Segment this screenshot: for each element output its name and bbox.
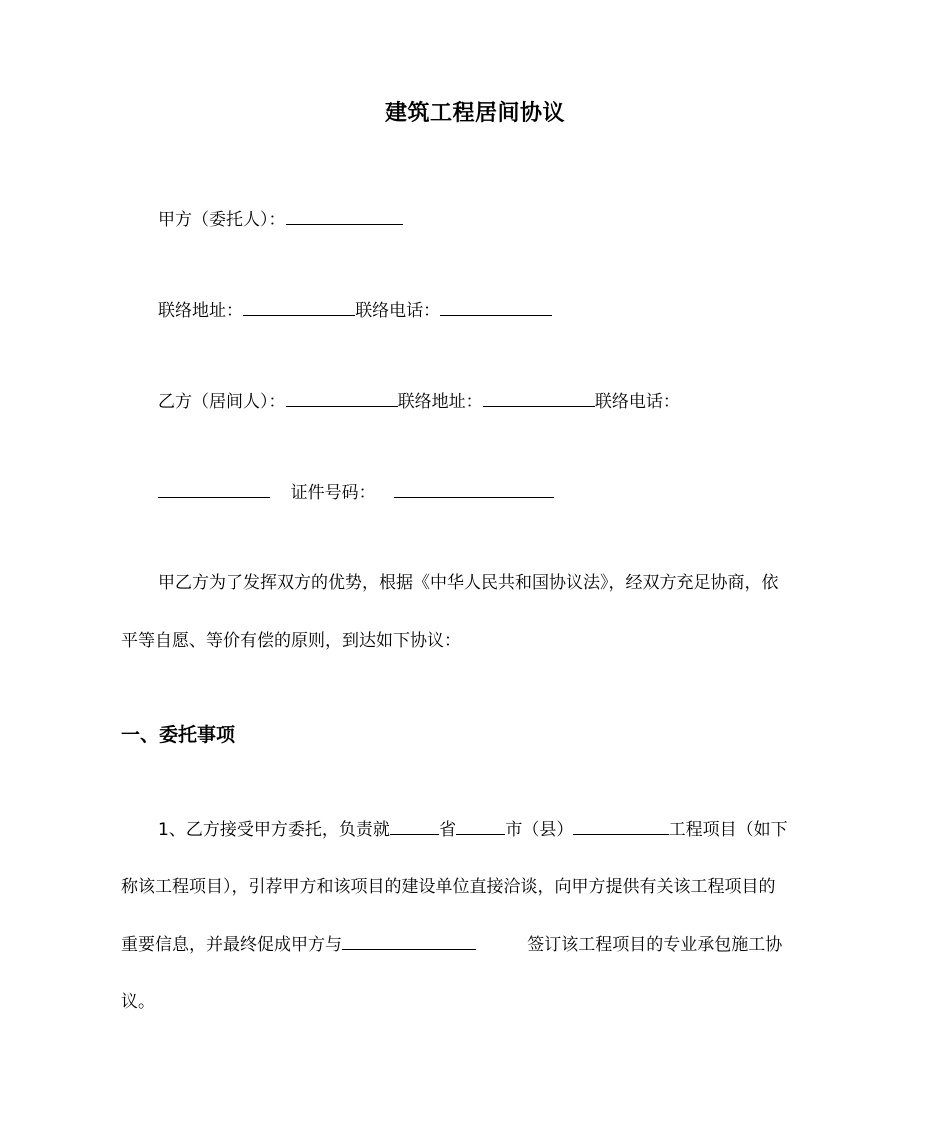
section-1-heading: 一、委托事项 [121,724,236,746]
party-b-id-line [158,480,554,505]
party-b-label: 乙方（居间人）： [158,392,286,412]
party-b-address-label: 联络地址： [397,392,483,412]
party-b-address-blank [483,389,595,407]
party-b-phone-label: 联络电话： [594,392,680,412]
clause-1-part-a: 1、乙方接受甲方委托，负责就 [158,820,390,840]
contact-address-label: 联络地址： [158,301,243,321]
clause-1-line-3 [121,932,782,957]
document-title: 建筑工程居间协议 [384,101,565,126]
clause-1-line-3-b: 签订该工程项目的专业承包施工协 [527,935,783,955]
party-a-blank [286,207,403,225]
clause-1-line-2: 称该工程项目），引荐甲方和该项目的建设单位直接洽谈，向甲方提供有关该工程项目的 [121,877,776,897]
party-a-label: 甲方（委托人）： [158,210,286,230]
intro-line-2: 平等自愿、等价有偿的原则，到达如下协议： [121,631,461,651]
contact-phone-blank [440,298,552,316]
clause-1-line-1 [158,817,788,842]
builder-blank-2 [391,932,476,950]
contact-address-blank [243,298,355,316]
party-a-line [158,207,403,232]
city-blank [456,817,505,835]
clause-1-line-4: 议。 [121,992,155,1012]
intro-line-1: 甲乙方为了发挥双方的优势，根据《中华人民共和国协议法》，经双方充足协商，依 [158,573,779,593]
party-b-blank [286,389,398,407]
party-a-contact-line [158,298,552,323]
party-b-phone-blank [158,480,270,498]
city-label: 市（县） [505,820,574,840]
builder-blank-1 [342,932,391,950]
clause-1-part-b: 工程项目（如下 [668,820,788,840]
id-number-label: 证件号码： [290,483,376,503]
id-number-blank [394,480,554,498]
province-label: 省 [439,820,457,840]
contact-phone-label: 联络电话： [355,301,441,321]
party-b-line [158,389,680,414]
clause-1-line-3-a: 重要信息，并最终促成甲方与 [121,935,342,955]
project-blank [573,817,668,835]
province-blank [390,817,439,835]
